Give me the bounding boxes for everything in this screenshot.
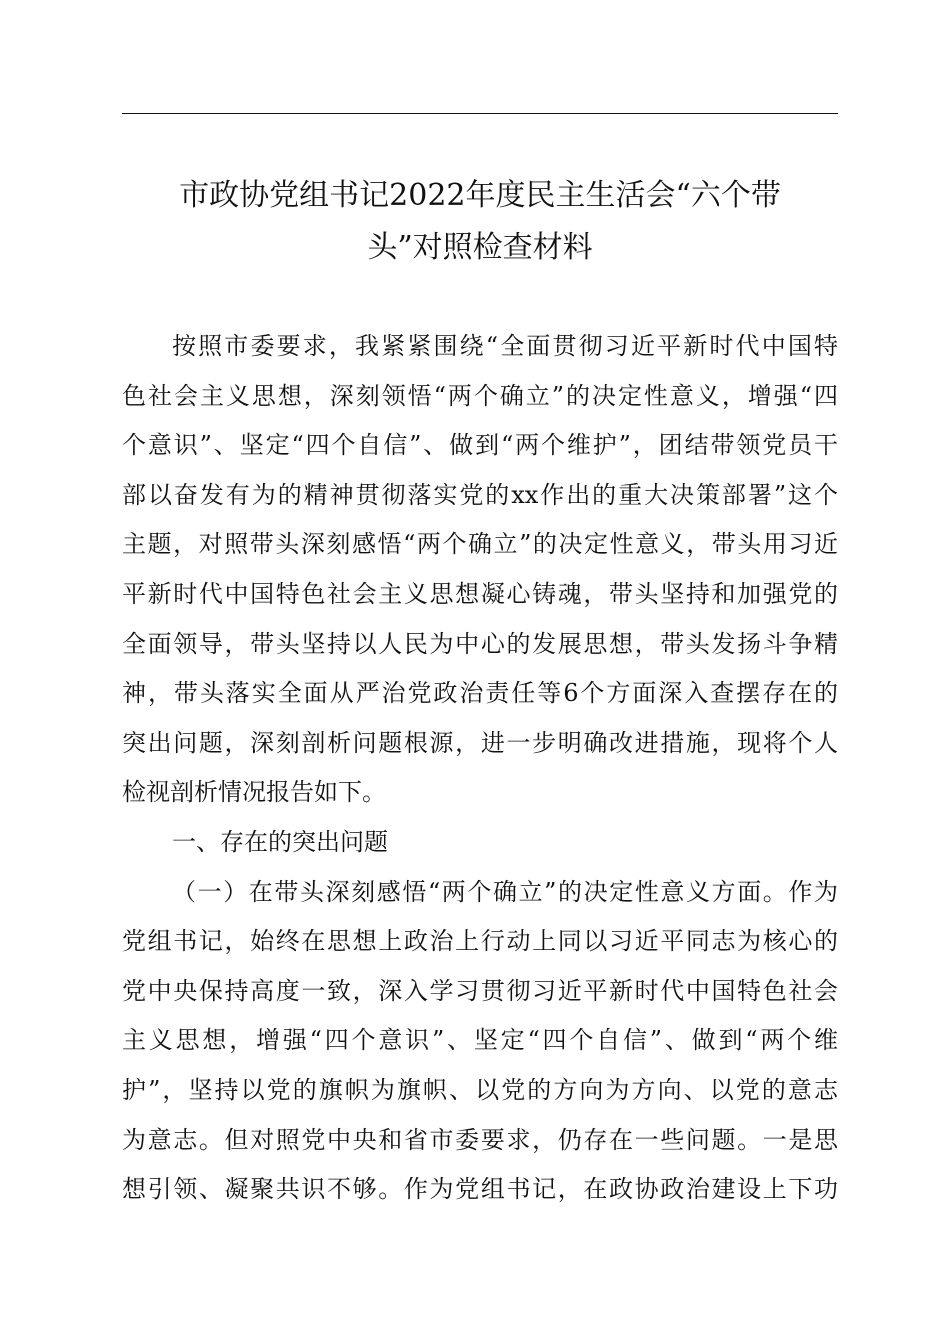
body-line: 主题，对照带头深刻感悟“两个确立”的决定性意义，带头用习近 [122, 530, 838, 559]
body-line: 神，带头落实全面从严治党政治责任等6个方面深入查摆存在的 [122, 679, 838, 708]
body-line: 护”，坚持以党的旗帜为旗帜、以党的方向为方向、以党的意志 [122, 1075, 838, 1104]
body-line: 党中央保持高度一致，深入学习贯彻习近平新时代中国特色社会 [122, 976, 838, 1005]
body-line: 为意志。但对照党中央和省市委要求，仍存在一些问题。一是思 [122, 1125, 838, 1154]
body-line: 色社会主义思想，深刻领悟“两个确立”的决定性意义，增强“四 [122, 381, 838, 410]
document-title [110, 170, 850, 274]
body-line: 主义思想，增强“四个意识”、坚定“四个自信”、做到“两个维 [122, 1026, 838, 1055]
body-line: （一）在带头深刻感悟“两个确立”的决定性意义方面。作为 [172, 877, 838, 906]
title-line: 头”对照检查材料 [367, 230, 593, 265]
document-body [122, 322, 838, 1215]
body-line: 平新时代中国特色社会主义思想凝心铸魂，带头坚持和加强党的 [122, 579, 838, 608]
body-line: 按照市委要求，我紧紧围绕“全面贯彻习近平新时代中国特 [172, 332, 838, 360]
body-line: 检视剖析情况报告如下。 [122, 778, 386, 807]
body-line: 突出问题，深刻剖析问题根源，进一步明确改进措施，现将个人 [122, 728, 838, 757]
body-line: 个意识”、坚定“四个自信”、做到“两个维护”，团结带领党员干 [122, 431, 838, 460]
body-line: 党组书记，始终在思想上政治上行动上同以习近平同志为核心的 [122, 927, 838, 956]
body-line: 部以奋发有为的精神贯彻落实党的xx作出的重大决策部署”这个 [122, 480, 838, 509]
title-line: 市政协党组书记2022年度民主生活会“六个带 [179, 178, 781, 213]
section-heading: 一、存在的突出问题 [172, 827, 388, 856]
header-rule [122, 113, 838, 114]
body-line: 想引领、凝聚共识不够。作为党组书记，在政协政治建设上下功 [122, 1175, 838, 1204]
body-line: 全面领导，带头坚持以人民为中心的发展思想，带头发扬斗争精 [122, 629, 838, 658]
